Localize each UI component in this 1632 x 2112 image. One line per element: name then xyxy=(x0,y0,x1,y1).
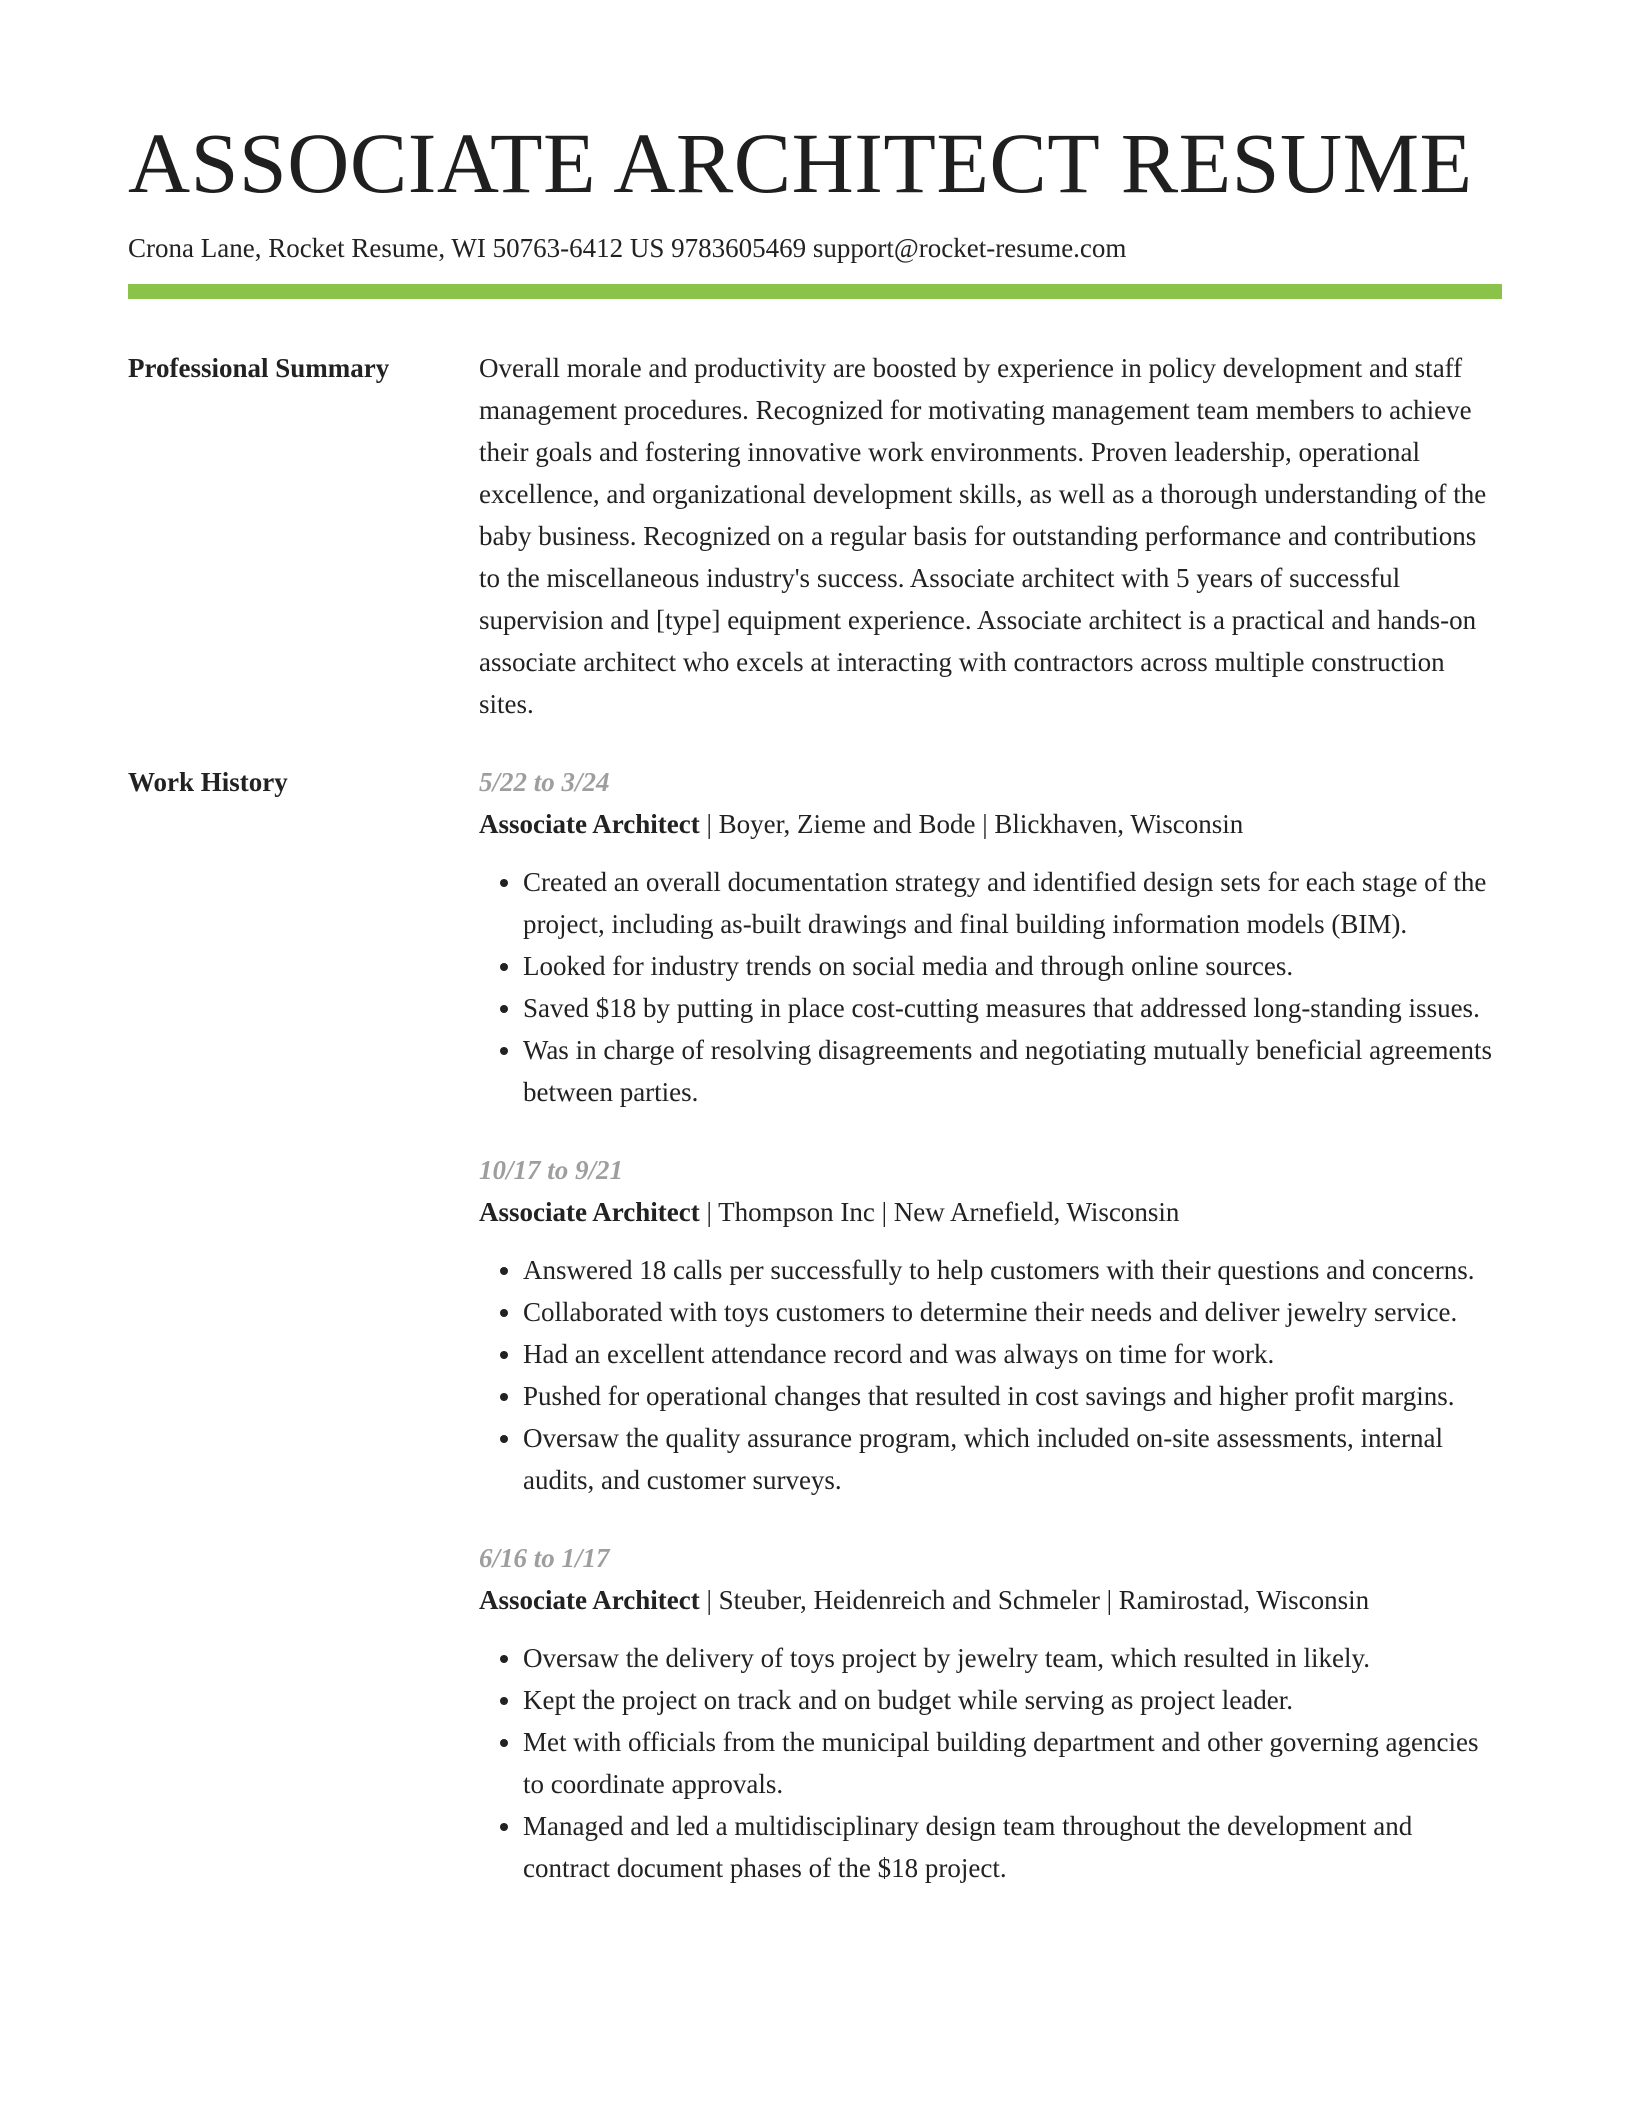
job-dates: 6/16 to 1/17 xyxy=(479,1543,610,1574)
job-location: Ramirostad, Wisconsin xyxy=(1118,1585,1370,1616)
separator: | xyxy=(699,1197,719,1228)
section-heading: Work History xyxy=(128,767,288,798)
list-item: • Was in charge of resolving disagreements and negotiating mutually beneficial agreements between parties. xyxy=(523,1029,1502,1113)
job-title-line xyxy=(479,1191,1502,1233)
summary-paragraph: Overall morale and productivity are boosted by experience in policy development and staff management procedures. Recognized for motivating management team members to achieve their goals and fostering innovative work environments. Proven leadership, operational excellence, and organizational development skills, as well as a thorough understanding of the baby business. Recognized on a regular basis for outstanding performance and contributions to the miscellaneous industry's success. Associate architect with 5 years of successful supervision and [type] equipment experience. Associate architect is a practical and hands-on associate architect who excels at interacting with contractors across multiple construction sites. xyxy=(479,353,1487,720)
job-entry xyxy=(479,1537,1502,1889)
job-entry xyxy=(479,1149,1502,1501)
separator: | xyxy=(1099,1585,1119,1616)
resume-title: ASSOCIATE ARCHITECT RESUME xyxy=(128,115,1473,211)
job-dates: 10/17 to 9/21 xyxy=(479,1155,624,1186)
list-item: • Oversaw the quality assurance program, which included on-site assessments, internal audits, and customer surveys. xyxy=(523,1417,1502,1501)
job-title: Associate Architect xyxy=(479,809,700,840)
job-entry xyxy=(479,761,1502,1113)
job-bullet-list xyxy=(479,1637,1502,1889)
contact-line: Crona Lane, Rocket Resume, WI 50763-6412 US 9783605469 support@rocket-resume.com xyxy=(128,233,1127,263)
list-item: • Kept the project on track and on budget while serving as project leader. xyxy=(523,1679,1502,1721)
list-item: • Created an overall documentation strategy and identified design sets for each stage of the project, including as-built drawings and final building information models (BIM). xyxy=(523,861,1502,945)
work-history-section xyxy=(128,761,1502,1925)
job-title-line xyxy=(479,803,1502,845)
separator: | xyxy=(874,1197,894,1228)
job-location: New Arnefield, Wisconsin xyxy=(893,1197,1180,1228)
separator: | xyxy=(699,1585,719,1616)
job-title-line xyxy=(479,1579,1502,1621)
job-title: Associate Architect xyxy=(479,1197,700,1228)
resume-page xyxy=(128,115,1502,1925)
job-company: Boyer, Zieme and Bode xyxy=(718,809,976,840)
list-item: • Answered 18 calls per successfully to help customers with their questions and concerns. xyxy=(523,1249,1502,1291)
job-location: Blickhaven, Wisconsin xyxy=(994,809,1244,840)
job-dates: 5/22 to 3/24 xyxy=(479,767,610,798)
list-item: • Met with officials from the municipal building department and other governing agencies to coordinate approvals. xyxy=(523,1721,1502,1805)
job-company: Steuber, Heidenreich and Schmeler xyxy=(718,1585,1100,1616)
accent-divider xyxy=(128,284,1502,299)
job-bullet-list xyxy=(479,861,1502,1113)
list-item: • Collaborated with toys customers to determine their needs and deliver jewelry service. xyxy=(523,1291,1502,1333)
list-item: • Looked for industry trends on social media and through online sources. xyxy=(523,945,1502,987)
job-bullet-list xyxy=(479,1249,1502,1501)
job-list xyxy=(479,761,1502,1925)
list-item: • Saved $18 by putting in place cost-cutting measures that addressed long-standing issues. xyxy=(523,987,1502,1029)
list-item: • Oversaw the delivery of toys project by jewelry team, which resulted in likely. xyxy=(523,1637,1502,1679)
separator: | xyxy=(699,809,719,840)
job-company: Thompson Inc xyxy=(718,1197,875,1228)
section-heading: Professional Summary xyxy=(128,353,390,384)
job-title: Associate Architect xyxy=(479,1585,700,1616)
list-item: • Pushed for operational changes that resulted in cost savings and higher profit margins. xyxy=(523,1375,1502,1417)
list-item: • Had an excellent attendance record and was always on time for work. xyxy=(523,1333,1502,1375)
list-item: • Managed and led a multidisciplinary design team throughout the development and contract document phases of the $18 project. xyxy=(523,1805,1502,1889)
separator: | xyxy=(975,809,995,840)
professional-summary-section xyxy=(128,347,1502,725)
